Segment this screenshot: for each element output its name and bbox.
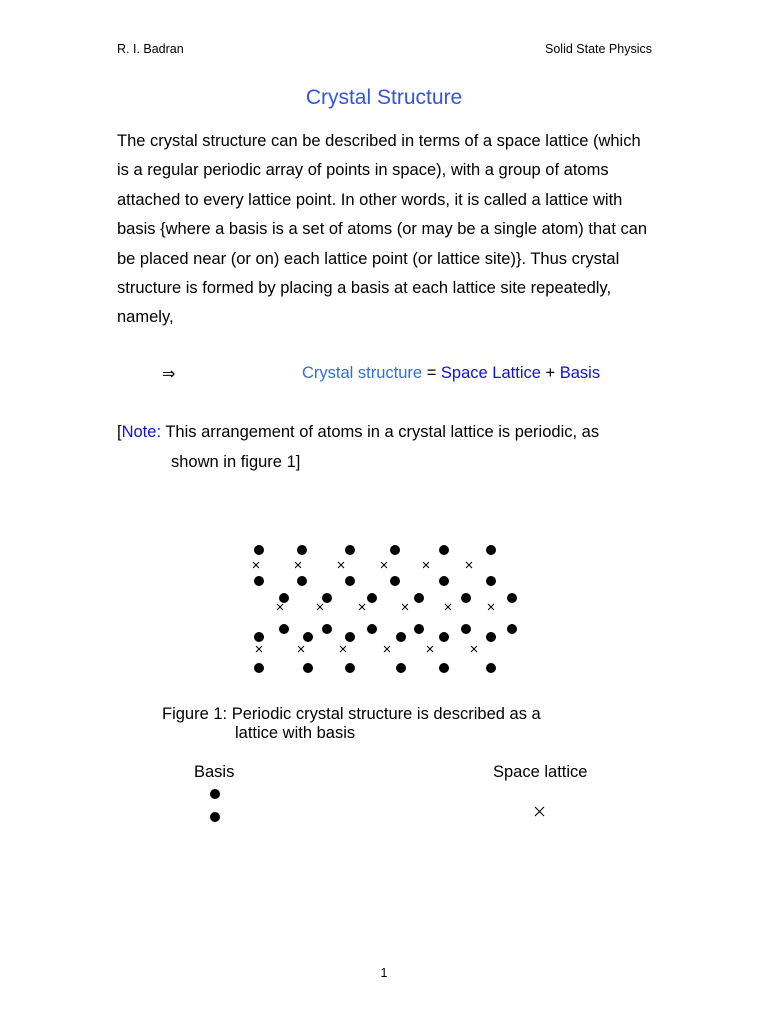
note-line-1 <box>117 423 599 442</box>
header-author: R. I. Badran <box>117 42 184 56</box>
lattice-point-cross <box>535 807 544 816</box>
equation-term-space-lattice: Space Lattice <box>440 364 541 382</box>
lattice-row-2 <box>277 604 494 610</box>
atoms-row-1 <box>254 545 496 555</box>
basis-atom-2 <box>210 812 220 822</box>
equation-expression <box>302 364 600 383</box>
atoms-row-3 <box>279 593 517 603</box>
figure-caption-line-2: lattice with basis <box>235 724 356 742</box>
basis-atoms-figure <box>205 785 225 825</box>
equation-equals: = <box>422 364 441 382</box>
basis-label: Basis <box>194 763 235 781</box>
equation-term-basis: Basis <box>559 364 601 382</box>
lattice-row-1 <box>253 562 472 568</box>
atoms-row-2 <box>254 576 496 586</box>
header-course: Solid State Physics <box>545 42 652 56</box>
page-number: 1 <box>380 966 388 980</box>
figure-caption-line-1: Figure 1: Periodic crystal structure is described as a <box>162 705 541 723</box>
space-lattice-point-figure <box>532 803 548 819</box>
basis-atom-1 <box>210 789 220 799</box>
equation-plus: + <box>540 364 560 382</box>
intro-paragraph: The crystal structure can be described in terms of a space lattice (which is a regular periodic array of points in space), with a group of atoms attached to every lattice point. In other words, it is called a lattice with basis {where a basis is a set of atoms (or may be a single atom) that can be placed near (or on) each lattice point (or lattice site)}. Thus crystal structure is formed by placing a basis at each lattice site repeatedly, namely, <box>117 132 648 327</box>
crystal-structure-figure <box>245 536 535 681</box>
space-lattice-label: Space lattice <box>493 763 588 781</box>
note-text: This arrangement of atoms in a crystal lattice is periodic, as <box>161 423 600 441</box>
note-label: Note: <box>121 423 162 441</box>
note-bracket: [ <box>117 423 122 441</box>
atoms-row-4 <box>279 624 517 634</box>
implies-arrow: ⇒ <box>162 364 176 383</box>
lattice-row-3 <box>256 646 477 652</box>
atoms-row-6 <box>254 663 496 673</box>
atoms-row-5 <box>254 632 496 642</box>
page-title: Crystal Structure <box>305 86 463 109</box>
note-line-2: shown in figure 1] <box>171 453 301 471</box>
equation-lhs: Crystal structure <box>302 364 423 382</box>
